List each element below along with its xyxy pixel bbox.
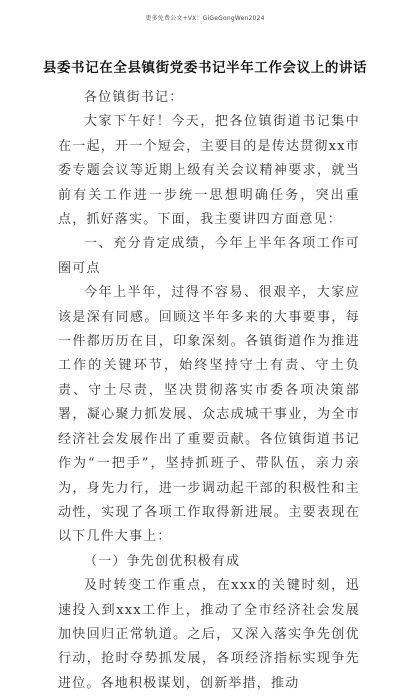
intro-paragraph: 大家下午好！今天，把各位镇街道书记集中在一起，开一个短会，主要目的是传达贯彻xx市委专题会议等近期上级有关会议精神要求，就当前有关工作进一步统一思想明确任务，突出重点，抓好落实。下面，我主要讲四方面意见： (58, 114, 360, 228)
body-paragraph: 今年上半年，过得不容易、很艰辛，大家应该是深有同感。回顾这半年多来的大事要事，每一件都历历在目，印象深刻。各镇街道作为推进工作的关键环节，始终坚持守土有责、守土负责、守土尽责，坚决贯彻落实市委各项决策部署，凝心聚力抓发展、众志成城干事业，为全市经济社会发展作出了重要贡献。各位镇街道书记作为“一把手”，坚持抓班子、带队伍，亲力亲为，身先力行，进一步调动起干部的积极性和主动性，实现了各项工作取得新进展。主要表现在以下几件大事上： (58, 285, 360, 545)
body-paragraph: 及时转变工作重点，在xxx的关键时刻，迅速投入到xxx工作上，推动了全市经济社会发展加快回归正常轨道。之后，又深入落实争先创优行动，抢时夺势抓发展，各项经济指标实现争先进位。各地积极谋划，创新举措，推动 (58, 578, 360, 691)
document-title: 县委书记在全县镇街党委书记半年工作会议上的讲话 (42, 60, 368, 76)
salutation: 各位镇街书记： (84, 90, 184, 105)
subsection-heading: （一）争先创优积极有成 (84, 553, 241, 569)
document-body (58, 86, 360, 696)
header-note: 更多免费公文+VX：GiGeGongWen2024 (145, 15, 265, 22)
section-heading: 一、充分肯定成绩，今年上半年各项工作可圈可点 (58, 236, 360, 276)
